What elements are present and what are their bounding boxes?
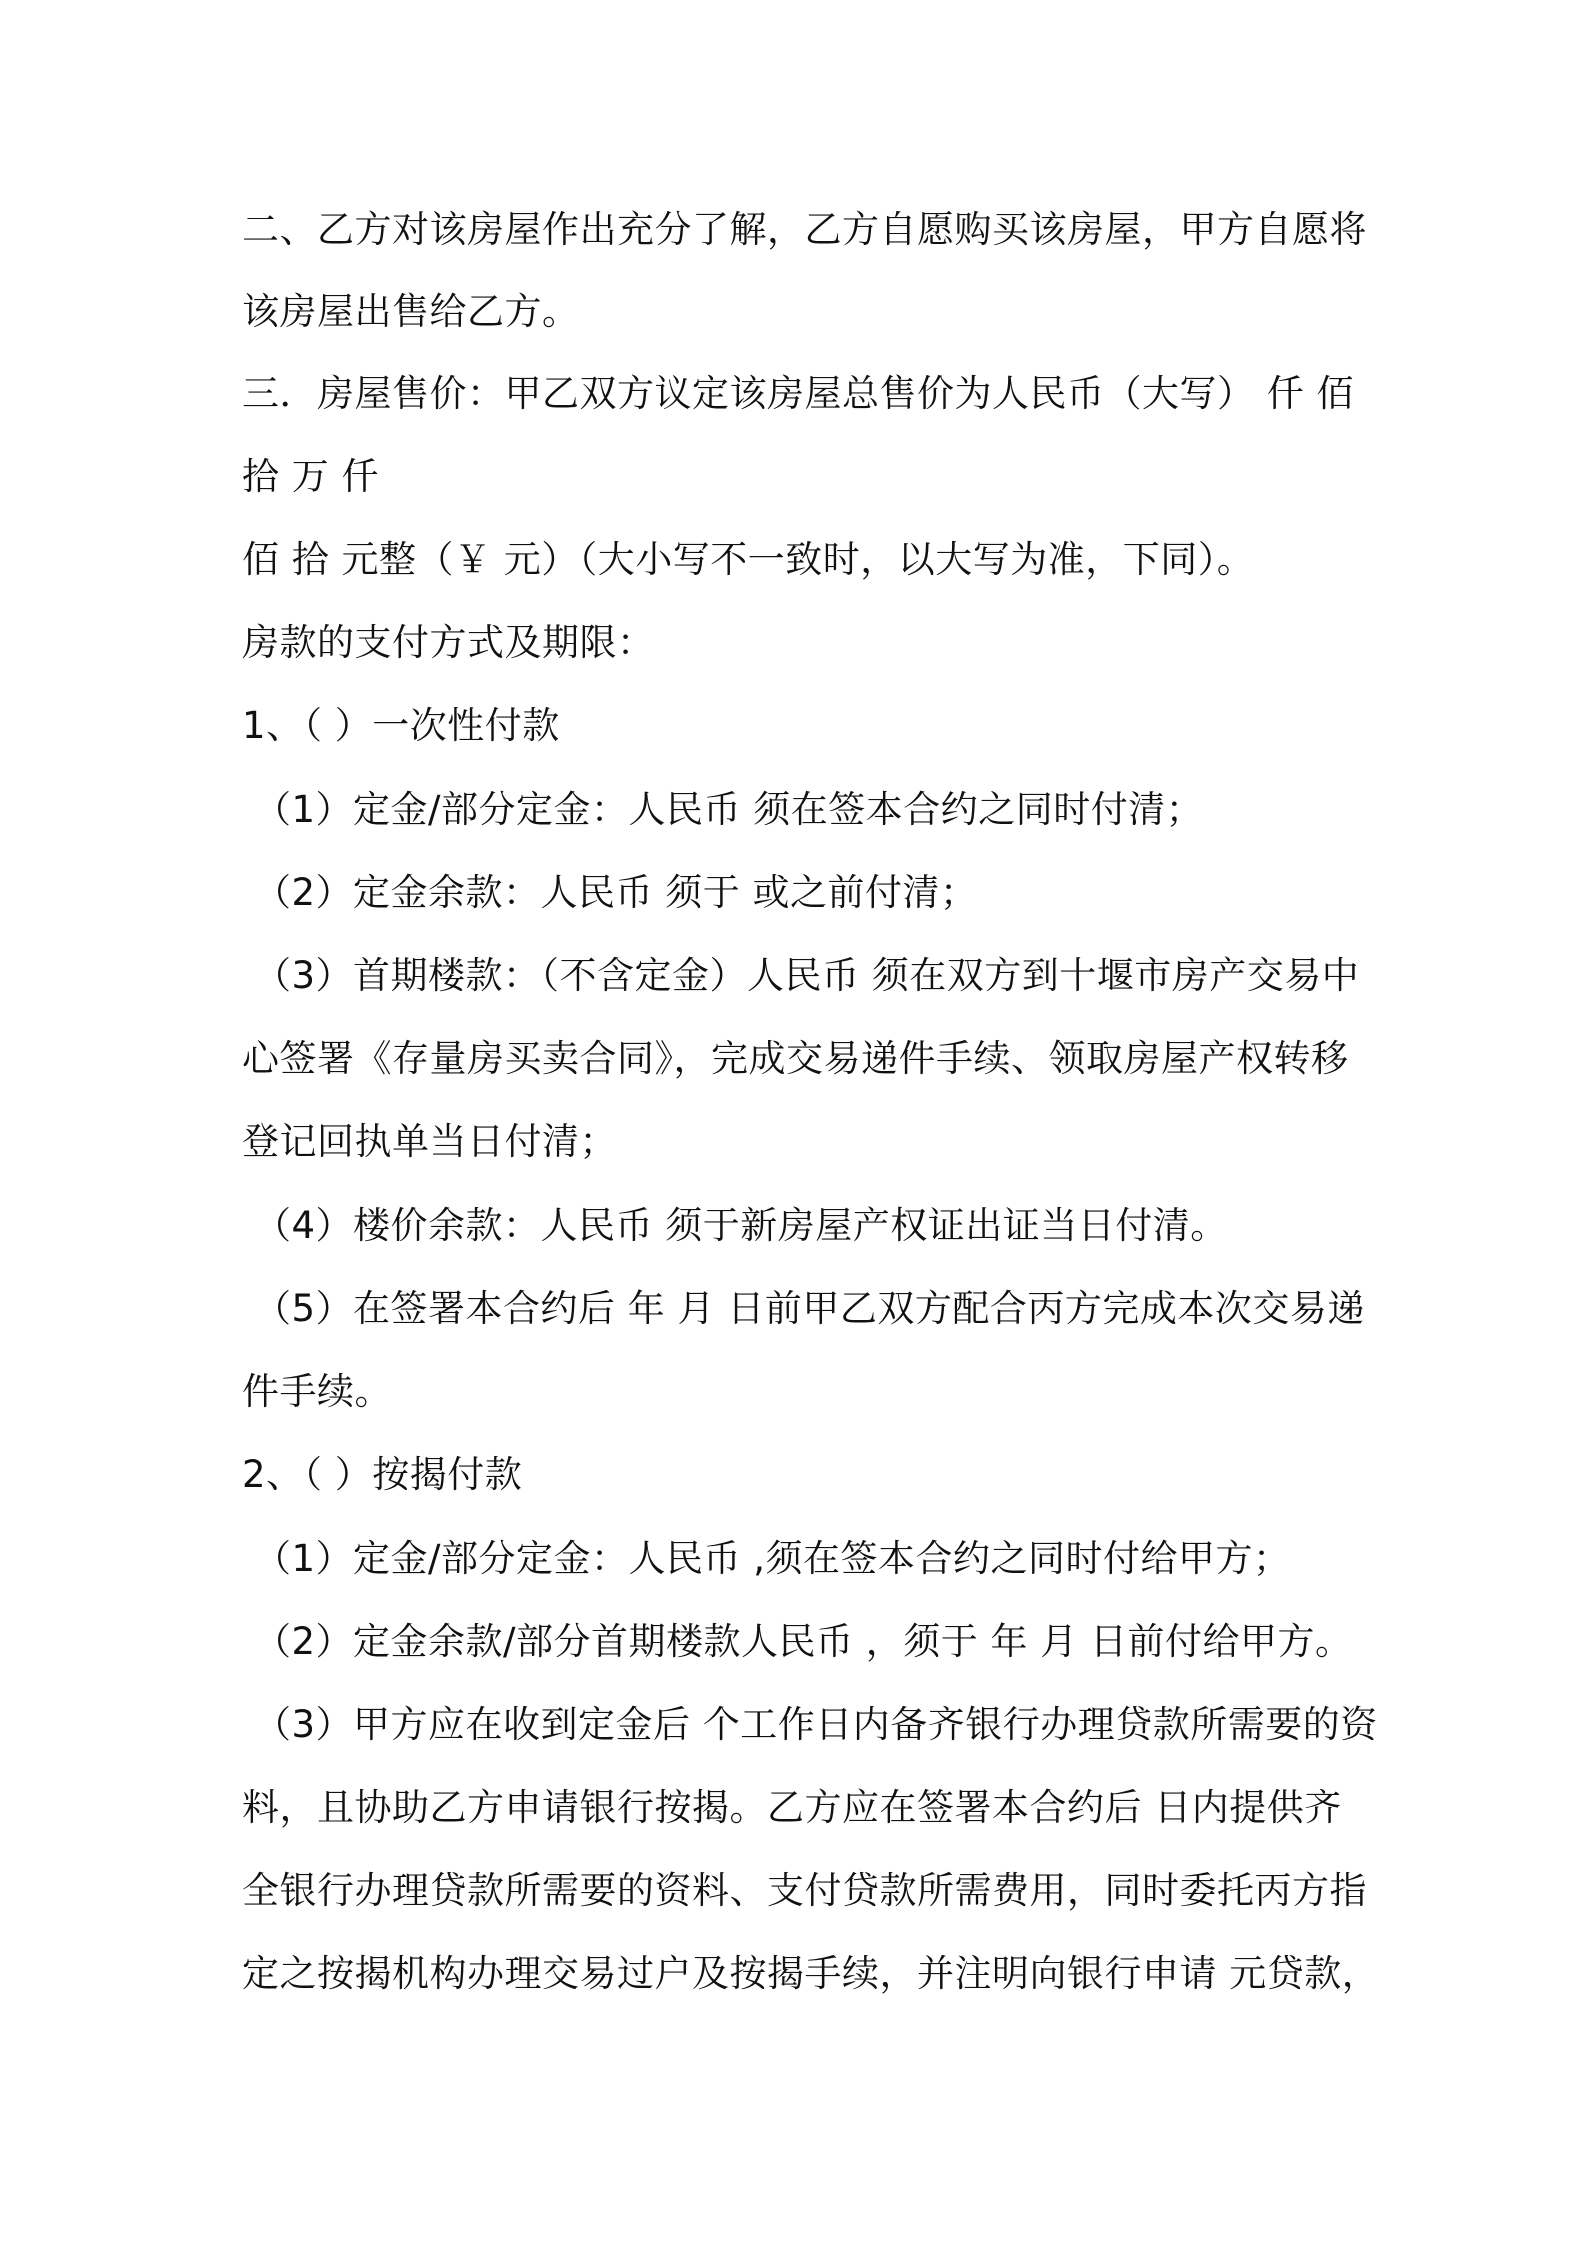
text-line: 料，且协助乙方申请银行按揭。乙方应在签署本合约后 日内提供齐 bbox=[242, 1786, 1342, 1829]
text-line: 佰 拾 元整（￥ 元）（大小写不一致时，以大写为准，下同）。 bbox=[242, 538, 1255, 581]
text-line: 1、（ ）一次性付款 bbox=[242, 704, 560, 747]
text-line: （3）首期楼款：（不含定金）人民币 须在双方到十堰市房产交易中 bbox=[254, 954, 1360, 997]
text-line: 房款的支付方式及期限： bbox=[242, 621, 655, 664]
text-line: 件手续。 bbox=[242, 1370, 392, 1413]
text-line: 心签署《存量房买卖合同》，完成交易递件手续、领取房屋产权转移 bbox=[242, 1037, 1349, 1080]
text-line: 该房屋出售给乙方。 bbox=[242, 290, 580, 333]
text-line: （5）在签署本合约后 年 月 日前甲乙双方配合丙方完成本次交易递 bbox=[254, 1287, 1365, 1330]
text-line: （3）甲方应在收到定金后 个工作日内备齐银行办理贷款所需要的资 bbox=[254, 1703, 1378, 1746]
text-line: 定之按揭机构办理交易过户及按揭手续，并注明向银行申请 元贷款， bbox=[242, 1952, 1380, 1995]
text-line: （4）楼价余款：人民币 须于新房屋产权证出证当日付清。 bbox=[254, 1204, 1228, 1247]
text-line: 2、（ ）按揭付款 bbox=[242, 1453, 523, 1496]
text-line: 全银行办理贷款所需要的资料、支付贷款所需费用，同时委托丙方指 bbox=[242, 1869, 1367, 1912]
text-line: 三．房屋售价：甲乙双方议定该房屋总售价为人民币（大写） 仟 佰 bbox=[242, 372, 1355, 415]
text-line: 登记回执单当日付清； bbox=[242, 1120, 617, 1163]
text-line: （2）定金余款/部分首期楼款人民币 ，须于 年 月 日前付给甲方。 bbox=[254, 1620, 1353, 1663]
text-line: 二、乙方对该房屋作出充分了解，乙方自愿购买该房屋，甲方自愿将 bbox=[242, 208, 1367, 251]
text-line: （1）定金/部分定金：人民币 须在签本合约之同时付清； bbox=[254, 788, 1204, 831]
text-line: （2）定金余款：人民币 须于 或之前付清； bbox=[254, 871, 978, 914]
text-line: 拾 万 仟 bbox=[242, 455, 380, 498]
text-line: （1）定金/部分定金：人民币 ,须在签本合约之同时付给甲方； bbox=[254, 1537, 1291, 1580]
